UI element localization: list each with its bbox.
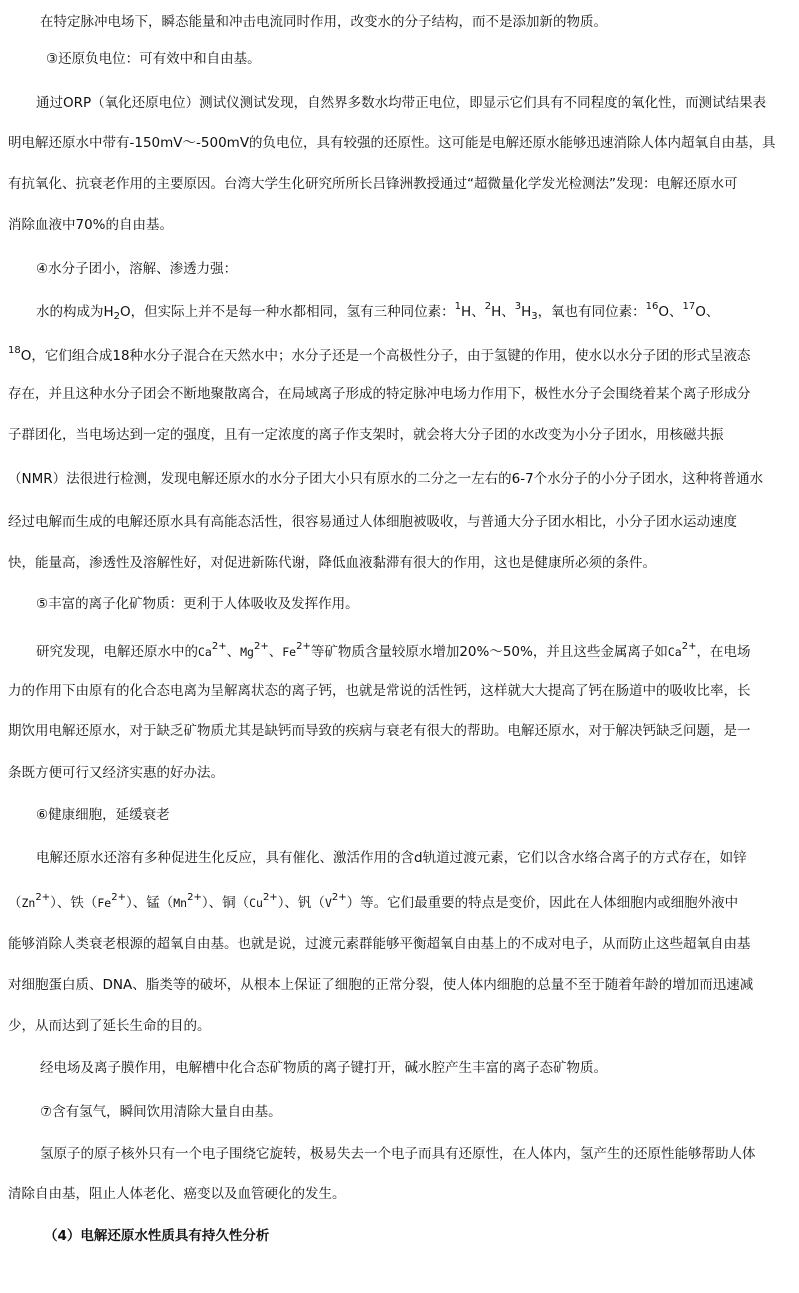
ion-symbol: Fe xyxy=(282,645,297,659)
text-line: 经过电解而生成的电解还原水具有高能态活性，很容易通过人体细胞被吸收，与普通大分子团水相比，小分子团水运动速度 xyxy=(8,514,737,530)
ion-symbol: Zn xyxy=(21,896,36,910)
text-span: H xyxy=(521,304,532,320)
text-span: ）、锰（ xyxy=(125,895,174,911)
text-line: 消除血液中70%的自由基。 xyxy=(8,217,174,233)
text-line: 氢原子的原子核外只有一个电子围绕它旋转，极易失去一个电子而具有还原性，在人体内，氢产生的还原性能够帮助人体 xyxy=(40,1146,756,1162)
text-span: O，它们组合成18种水分子混合在天然水中；水分子还是一个高极性分子，由于氢键的作用，使水以水分子团的形式呈液态 xyxy=(20,348,751,364)
text-span: 水的构成为H xyxy=(36,304,114,320)
superscript: 2+ xyxy=(681,641,697,652)
text-span: ）、铜（ xyxy=(201,895,250,911)
superscript: 17 xyxy=(682,301,696,312)
subscript: 3 xyxy=(531,311,538,322)
text-line: 条既方便可行又经济实惠的好办法。 xyxy=(8,765,224,781)
text-line: 存在，并且这种水分子团会不断地聚散离合，在局域离子形成的特定脉冲电场力作用下，极性水分子会围绕着某个离子形成分 xyxy=(8,386,751,402)
text-line: 明电解还原水中带有-150mV～-500mV的负电位，具有较强的还原性。这可能是电解还原水能够迅速消除人体内超氧自由基，具 xyxy=(8,135,776,151)
text-line: 清除自由基，阻止人体老化、癌变以及血管硬化的发生。 xyxy=(8,1186,346,1202)
text-span: ）等。它们最重要的特点是变价，因此在人体细胞内或细胞外液中 xyxy=(346,895,739,911)
text-span: （ xyxy=(8,895,22,911)
subsection-title: （4）电解还原水性质具有持久性分析 xyxy=(44,1228,270,1244)
superscript: 16 xyxy=(645,301,659,312)
text-line: 通过ORP（氧化还原电位）测试仪测试发现，自然界多数水均带正电位，即显示它们具有不同程度的氧化性，而测试结果表 xyxy=(36,95,767,111)
text-span: O、 xyxy=(695,304,720,320)
superscript: 2+ xyxy=(331,892,347,903)
ion-symbol: Cu xyxy=(249,896,263,910)
section-heading-7: ⑦含有氢气，瞬间饮用清除大量自由基。 xyxy=(40,1104,282,1120)
text-span: H、 xyxy=(461,304,485,320)
text-span: O，但实际上并不是每一种水都相同，氢有三种同位素： xyxy=(120,304,455,320)
superscript: 2+ xyxy=(296,641,311,652)
text-line: 力的作用下由原有的化合态电离为呈解离状态的离子钙，也就是常说的活性钙，这样就大大提高了钙在肠道中的吸收比率，长 xyxy=(8,683,751,699)
section-heading-6: ⑥健康细胞，延缓衰老 xyxy=(36,807,170,823)
superscript: 2 xyxy=(484,301,492,312)
text-line: 对细胞蛋白质、DNA、脂类等的破坏，从根本上保证了细胞的正常分裂，使人体内细胞的总量不至于随着年龄的增加而迅速减 xyxy=(8,977,754,993)
text-line: 经电场及离子膜作用，电解槽中化合态矿物质的离子键打开，碱水腔产生丰富的离子态矿物质。 xyxy=(40,1060,607,1076)
text-line: 期饮用电解还原水，对于缺乏矿物质尤其是缺钙而导致的疾病与衰老有很大的帮助。电解还原水，对于解决钙缺乏问题，是一 xyxy=(8,723,751,739)
text-span: 、 xyxy=(268,644,283,660)
ion-symbol: V xyxy=(324,896,332,910)
text-span: ，在电场 xyxy=(696,644,751,660)
text-line-elements xyxy=(8,893,738,913)
text-line: 能够消除人类衰老根源的超氧自由基。也就是说，过渡元素群能够平衡超氧自由基上的不成对电子，从而防止这些超氧自由基 xyxy=(8,936,751,952)
text-span: ，氧也有同位素： xyxy=(537,304,646,320)
superscript: 2+ xyxy=(262,892,278,903)
text-span: 研究发现，电解还原水中的 xyxy=(36,644,198,660)
superscript: 2+ xyxy=(187,892,202,903)
superscript: 2+ xyxy=(211,641,227,652)
text-line: 电解还原水还溶有多种促进生化反应，具有催化、激活作用的含d轨道过渡元素，它们以含水络合离子的方式存在，如锌 xyxy=(36,850,747,866)
text-span: ）、钒（ xyxy=(277,895,325,911)
text-line: 子群团化，当电场达到一定的强度，且有一定浓度的离子作支架时，就会将大分子团的水改变为小分子团水，用核磁共振 xyxy=(8,427,724,443)
section-heading-4: ④水分子团小，溶解、渗透力强： xyxy=(36,261,238,277)
superscript: 3 xyxy=(514,301,522,312)
text-span: 等矿物质含量较原水增加20%～50%，并且这些金属离子如 xyxy=(310,644,668,660)
superscript: 2+ xyxy=(111,892,126,903)
text-line: （NMR）法很进行检测，发现电解还原水的水分子团大小只有原水的二分之一左右的6-7个水分子的小分子团水，这种将普通水 xyxy=(8,471,764,487)
text-span: 、 xyxy=(226,644,241,660)
superscript: 2+ xyxy=(253,641,269,652)
text-line-isotopes xyxy=(36,302,719,322)
text-span: H、 xyxy=(491,304,515,320)
text-line-ions xyxy=(36,642,750,662)
section-heading-5: ⑤丰富的离子化矿物质：更利于人体吸收及发挥作用。 xyxy=(36,596,359,612)
subscript: 2 xyxy=(113,311,121,322)
text-line: 有抗氧化、抗衰老作用的主要原因。台湾大学生化研究所所长吕锋洲教授通过“超微量化学发光检测法”发现：电解还原水可 xyxy=(8,176,738,192)
ion-symbol: Mg xyxy=(240,645,254,659)
text-line: 少，从而达到了延长生命的目的。 xyxy=(8,1018,211,1034)
superscript: 1 xyxy=(454,301,462,312)
ion-symbol: Mn xyxy=(173,896,188,910)
text-line: 在特定脉冲电场下，瞬态能量和冲击电流同时作用，改变水的分子结构，而不是添加新的物质。 xyxy=(40,14,607,30)
ion-symbol: Ca xyxy=(667,645,682,659)
section-heading-3: ③还原负电位：可有效中和自由基。 xyxy=(46,51,261,67)
text-line-isotopes xyxy=(8,346,751,366)
text-span: O、 xyxy=(658,304,683,320)
superscript: 18 xyxy=(8,345,21,356)
ion-symbol: Ca xyxy=(198,645,212,659)
superscript: 2+ xyxy=(35,892,51,903)
text-line: 快，能量高，渗透性及溶解性好，对促进新陈代谢，降低血液黏滞有很大的作用，这也是健康所必须的条件。 xyxy=(8,555,656,571)
ion-symbol: Fe xyxy=(97,896,112,910)
text-span: ）、铁（ xyxy=(50,895,98,911)
